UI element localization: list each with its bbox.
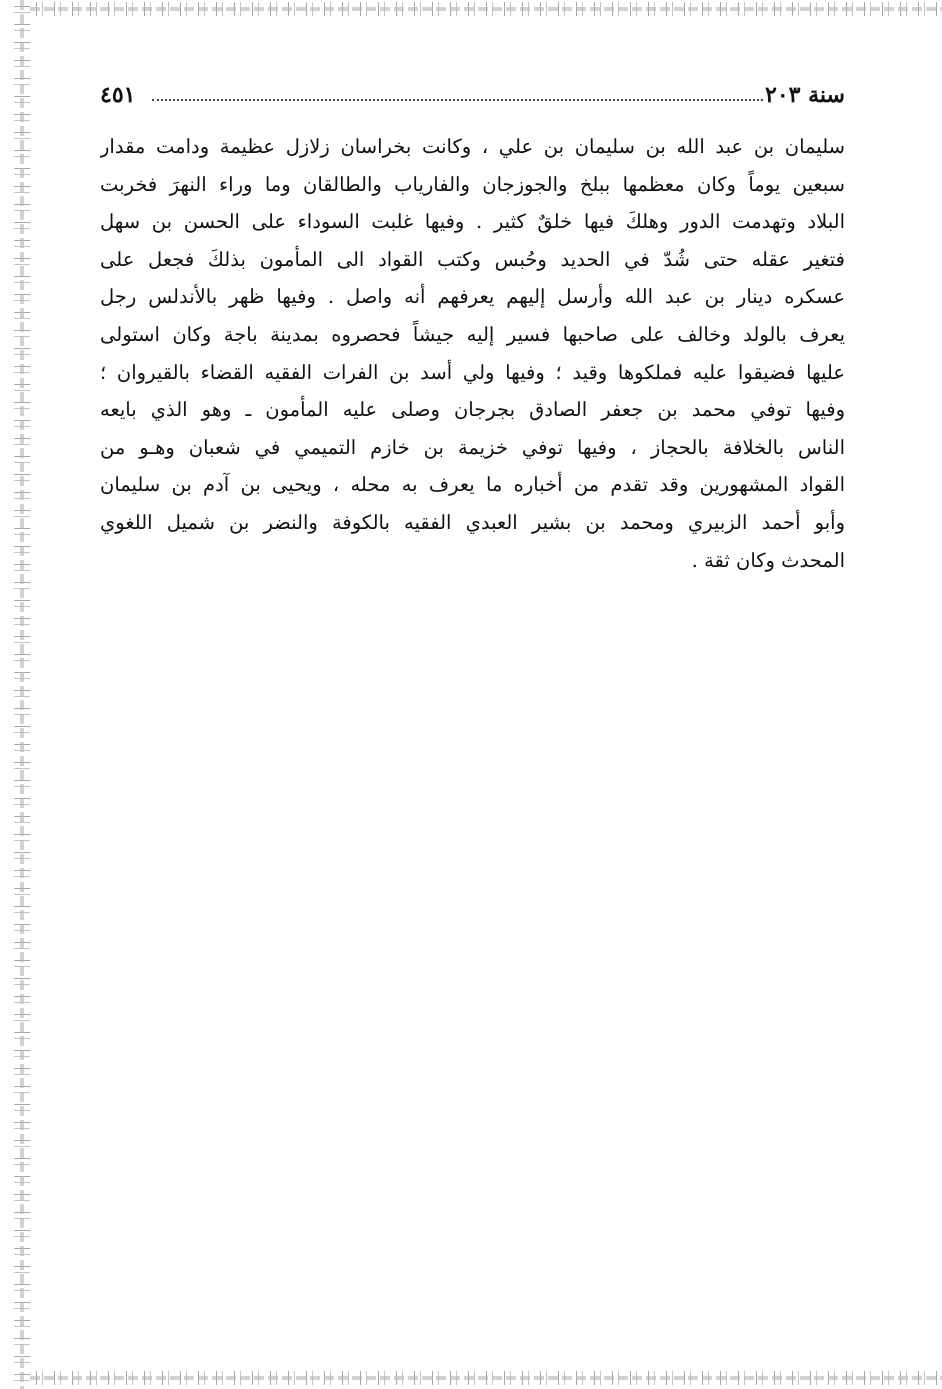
text-line: عسكره دينار بن عبد الله وأرسل إليهم يعرفهم أنه واصل . وفيها ظهر بالأندلس رجل [100, 285, 845, 309]
decorative-border-bottom [30, 1371, 942, 1385]
decorative-border-top [30, 2, 942, 16]
page-number: ٤٥١ [100, 82, 136, 108]
text-line: وأبو أحمد الزبيري ومحمد بن بشير العبدي الفقيه بالكوفة والنضر بن شميل اللغوي [100, 510, 845, 534]
decorative-border-left [14, 0, 30, 1389]
text-line: وفيها توفي محمد بن جعفر الصادق بجرجان وصلى عليه المأمون ـ وهو الذي بايعه [100, 398, 845, 422]
text-line: فتغير عقله حتى شُدّ في الحديد وحُبس وكتب القواد الى المأمون بذلكَ فجعل على [100, 247, 845, 271]
text-line: سبعين يوماً وكان معظمها ببلخ والجوزجان والفارياب والطالقان وما وراء النهرَ فخربت [100, 172, 845, 196]
text-line: القواد المشهورين وقد تقدم من أخباره ما يعرف به محله ، ويحيى بن آدم بن سليمان [100, 473, 845, 497]
body-text [100, 128, 845, 579]
page-header [100, 78, 845, 112]
running-title: سنة ٢٠٣ [765, 82, 845, 108]
text-line: يعرف بالولد وخالف على صاحبها فسير إليه جيشاً فحصروه بمدينة باجة وكان استولى [100, 322, 845, 346]
text-line: عليها فضيقوا عليه فملكوها وقيد ؛ وفيها ولي أسد بن الفرات الفقيه القضاء بالقيروان ؛ [100, 360, 845, 384]
text-line: الناس بالخلافة بالحجاز ، وفيها توفي خزيمة بن خازم التميمي في شعبان وهـو من [100, 435, 845, 459]
text-line: سليمان بن عبد الله بن سليمان بن علي ، وكانت بخراسان زلازل عظيمة ودامت مقدار [100, 135, 845, 158]
text-line: المحدث وكان ثقة . [691, 548, 845, 572]
text-line: البلاد وتهدمت الدور وهلكَ فيها خلقٌ كثير . وفيها غلبت السوداء على الحسن بن سهل [100, 210, 845, 234]
header-dotted-leader [152, 99, 763, 101]
